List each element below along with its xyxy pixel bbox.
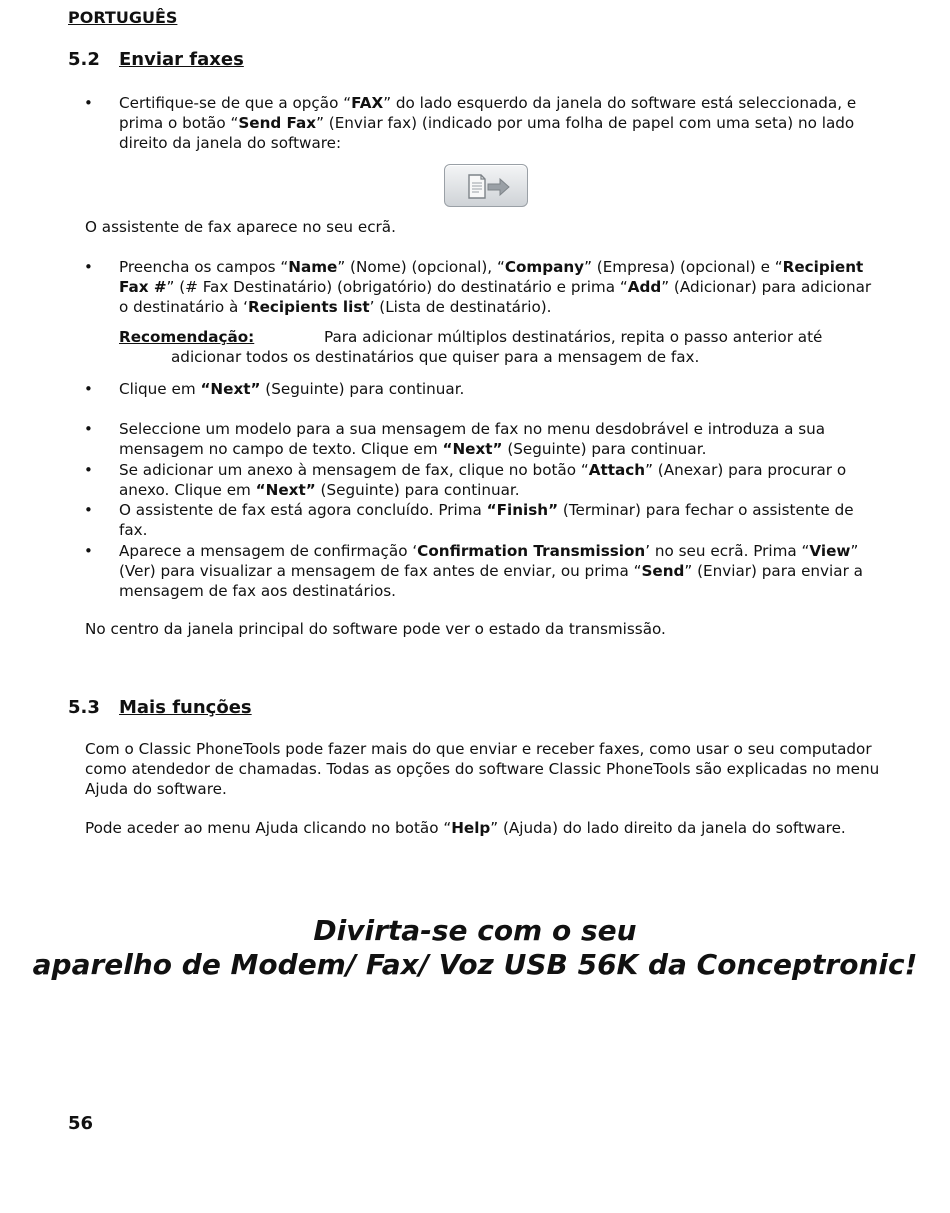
paragraph: O assistente de fax aparece no seu ecrã. [85, 218, 396, 236]
instruction-step: Seleccione um modelo para a sua mensagem de fax no menu desdobrável e introduza a sua mensagem no campo de texto. Clique em “Next” (Seguinte) para continuar. [119, 420, 826, 458]
section-title: Mais funções [119, 697, 252, 718]
instruction-step: Certifique-se de que a opção “FAX” do lado esquerdo da janela do software está seleccionada, e prima o botão “Send Fax” (Enviar fax) (indicado por uma folha de papel com uma seta) no lado direito da janela do software: [119, 94, 857, 152]
instruction-step: O assistente de fax está agora concluído. Prima “Finish” (Terminar) para fechar o assistente de fax. [119, 501, 854, 539]
instruction-step: Preencha os campos “Name” (Nome) (opcional), “Company” (Empresa) (opcional) e “Recipient Fax #” (# Fax Destinatário) (obrigatório) do destinatário e prima “Add” (Adicionar) para adicionar o destinatário à ‘Recipients list’ (Lista de destinatário). [119, 258, 872, 316]
language-header: PORTUGUÊS [68, 8, 178, 27]
instruction-step: Se adicionar um anexo à mensagem de fax, clique no botão “Attach” (Anexar) para procurar o anexo. Clique em “Next” (Seguinte) para continuar. [119, 461, 847, 499]
bullet-icon: • [84, 461, 93, 479]
tip-text: Para adicionar múltiplos destinatários, repita o passo anterior até [324, 328, 823, 346]
instruction-step: Aparece a mensagem de confirmação ‘Confirmation Transmission’ no seu ecrã. Prima “View” (Ver) para visualizar a mensagem de fax antes de enviar, ou prima “Send” (Enviar) para enviar a mensagem de fax aos destinatários. [119, 542, 863, 600]
closing-message: Divirta-se com o seu [313, 914, 637, 947]
instruction-step: Clique em “Next” (Seguinte) para continuar. [119, 380, 465, 398]
send-fax-icon [459, 171, 513, 201]
tip-label: Recomendação: [119, 328, 255, 346]
bullet-icon: • [84, 258, 93, 276]
bullet-icon: • [84, 542, 93, 560]
tip-text: adicionar todos os destinatários que quiser para a mensagem de fax. [171, 348, 700, 366]
bullet-icon: • [84, 420, 93, 438]
bullet-icon: • [84, 94, 93, 112]
closing-message: aparelho de Modem/ Fax/ Voz USB 56K da Conceptronic! [32, 948, 918, 981]
section-number: 5.3 [68, 697, 100, 718]
paragraph: Pode aceder ao menu Ajuda clicando no botão “Help” (Ajuda) do lado direito da janela do software. [85, 819, 846, 837]
section-title: Enviar faxes [119, 49, 244, 70]
section-number: 5.2 [68, 49, 100, 70]
send-fax-button-image [444, 164, 528, 207]
page-number: 56 [68, 1113, 94, 1134]
bullet-icon: • [84, 501, 93, 519]
bullet-icon: • [84, 380, 93, 398]
paragraph: No centro da janela principal do software pode ver o estado da transmissão. [85, 620, 666, 638]
paragraph: Com o Classic PhoneTools pode fazer mais do que enviar e receber faxes, como usar o seu computador como atendedor de chamadas. Todas as opções do software Classic PhoneTools são explicadas no menu Ajuda do software. [85, 740, 880, 798]
